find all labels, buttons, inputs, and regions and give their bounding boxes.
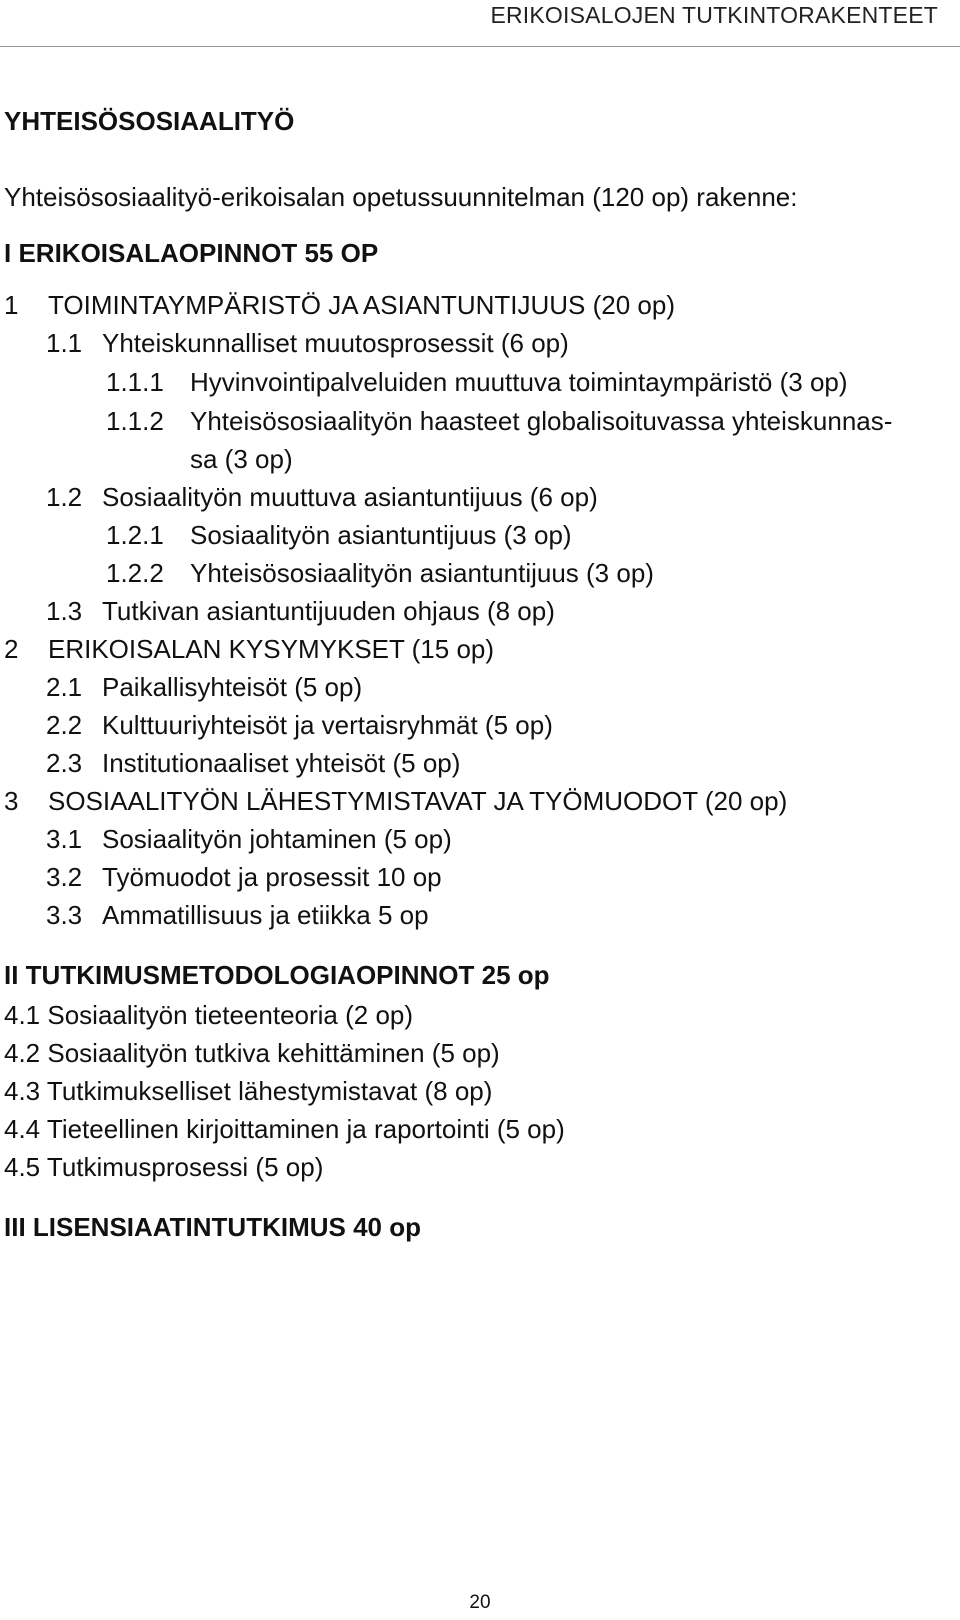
part3-heading: III LISENSIAATINTUTKIMUS 40 op xyxy=(4,1212,421,1242)
item-number: 2 xyxy=(4,634,19,664)
item-text: Kulttuuriyhteisöt ja vertaisryhmät (5 op) xyxy=(102,710,553,740)
item-text: Hyvinvointipalveluiden muuttuva toimintaympäristö (3 op) xyxy=(190,367,848,397)
intro-text: Yhteisösosiaalityö-erikoisalan opetussuunnitelman (120 op) rakenne: xyxy=(4,182,798,212)
item-text: Tutkivan asiantuntijuuden ohjaus (8 op) xyxy=(102,596,555,626)
item-text: Työmuodot ja prosessit 10 op xyxy=(102,862,442,892)
list-item xyxy=(4,634,494,665)
item-number: 2.2 xyxy=(46,710,83,740)
item-number: 1.1 xyxy=(46,328,83,358)
item-number: 1 xyxy=(4,290,19,320)
page-title: YHTEISÖSOSIAALITYÖ xyxy=(4,106,295,136)
list-item: 4.4 Tieteellinen kirjoittaminen ja raportointi (5 op) xyxy=(4,1114,565,1144)
list-item: 4.2 Sosiaalityön tutkiva kehittäminen (5 op) xyxy=(4,1038,500,1068)
item-number: 3.2 xyxy=(46,862,83,892)
list-item xyxy=(4,786,787,817)
list-item xyxy=(106,520,572,551)
list-item xyxy=(46,672,362,703)
list-item-continuation xyxy=(190,444,293,475)
list-item xyxy=(46,482,598,513)
item-text: Sosiaalityön asiantuntijuus (3 op) xyxy=(190,520,572,550)
list-item xyxy=(46,824,452,855)
item-text: Yhteiskunnalliset muutosprosessit (6 op) xyxy=(102,328,569,358)
list-item xyxy=(106,367,848,398)
list-item xyxy=(46,862,442,893)
list-item: 4.3 Tutkimukselliset lähestymistavat (8 op) xyxy=(4,1076,493,1106)
list-item: 4.5 Tutkimusprosessi (5 op) xyxy=(4,1152,324,1182)
item-number: 1.2.1 xyxy=(106,520,164,550)
list-item xyxy=(106,558,654,589)
item-number: 2.1 xyxy=(46,672,83,702)
item-text: sa (3 op) xyxy=(190,444,293,474)
list-item xyxy=(46,596,555,627)
item-text: Institutionaaliset yhteisöt (5 op) xyxy=(102,748,461,778)
item-text: TOIMINTAYMPÄRISTÖ JA ASIANTUNTIJUUS (20 op) xyxy=(48,290,675,320)
item-number: 1.3 xyxy=(46,596,83,626)
list-item xyxy=(46,748,460,779)
item-number: 1.1.2 xyxy=(106,406,164,436)
item-number: 2.3 xyxy=(46,748,83,778)
part2-heading: II TUTKIMUSMETODOLOGIAOPINNOT 25 op xyxy=(4,960,550,990)
item-text: Ammatillisuus ja etiikka 5 op xyxy=(102,900,429,930)
list-item xyxy=(4,290,675,321)
item-text: Paikallisyhteisöt (5 op) xyxy=(102,672,363,702)
list-item xyxy=(46,328,569,359)
part1-heading: I ERIKOISALAOPINNOT 55 OP xyxy=(4,238,379,268)
item-text: Yhteisösosiaalityön haasteet globalisoituvassa yhteiskunnas- xyxy=(190,406,893,436)
item-number: 1.2.2 xyxy=(106,558,164,588)
item-text: ERIKOISALAN KYSYMYKSET (15 op) xyxy=(48,634,495,664)
list-item xyxy=(106,406,892,437)
header-rule xyxy=(0,46,960,47)
item-text: Sosiaalityön muuttuva asiantuntijuus (6 op) xyxy=(102,482,598,512)
item-text: Sosiaalityön johtaminen (5 op) xyxy=(102,824,452,854)
list-item xyxy=(46,900,429,931)
item-number: 3.3 xyxy=(46,900,83,930)
list-item xyxy=(46,710,553,741)
item-number: 1.2 xyxy=(46,482,83,512)
item-text: Yhteisösosiaalityön asiantuntijuus (3 op) xyxy=(190,558,654,588)
running-header: ERIKOISALOJEN TUTKINTORAKENTEET xyxy=(490,2,938,28)
item-number: 1.1.1 xyxy=(106,367,164,397)
list-item: 4.1 Sosiaalityön tieteenteoria (2 op) xyxy=(4,1000,414,1030)
item-number: 3 xyxy=(4,786,19,816)
item-number: 3.1 xyxy=(46,824,83,854)
item-text: SOSIAALITYÖN LÄHESTYMISTAVAT JA TYÖMUODOT (20 op) xyxy=(48,786,788,816)
page-number: 20 xyxy=(469,1592,491,1613)
